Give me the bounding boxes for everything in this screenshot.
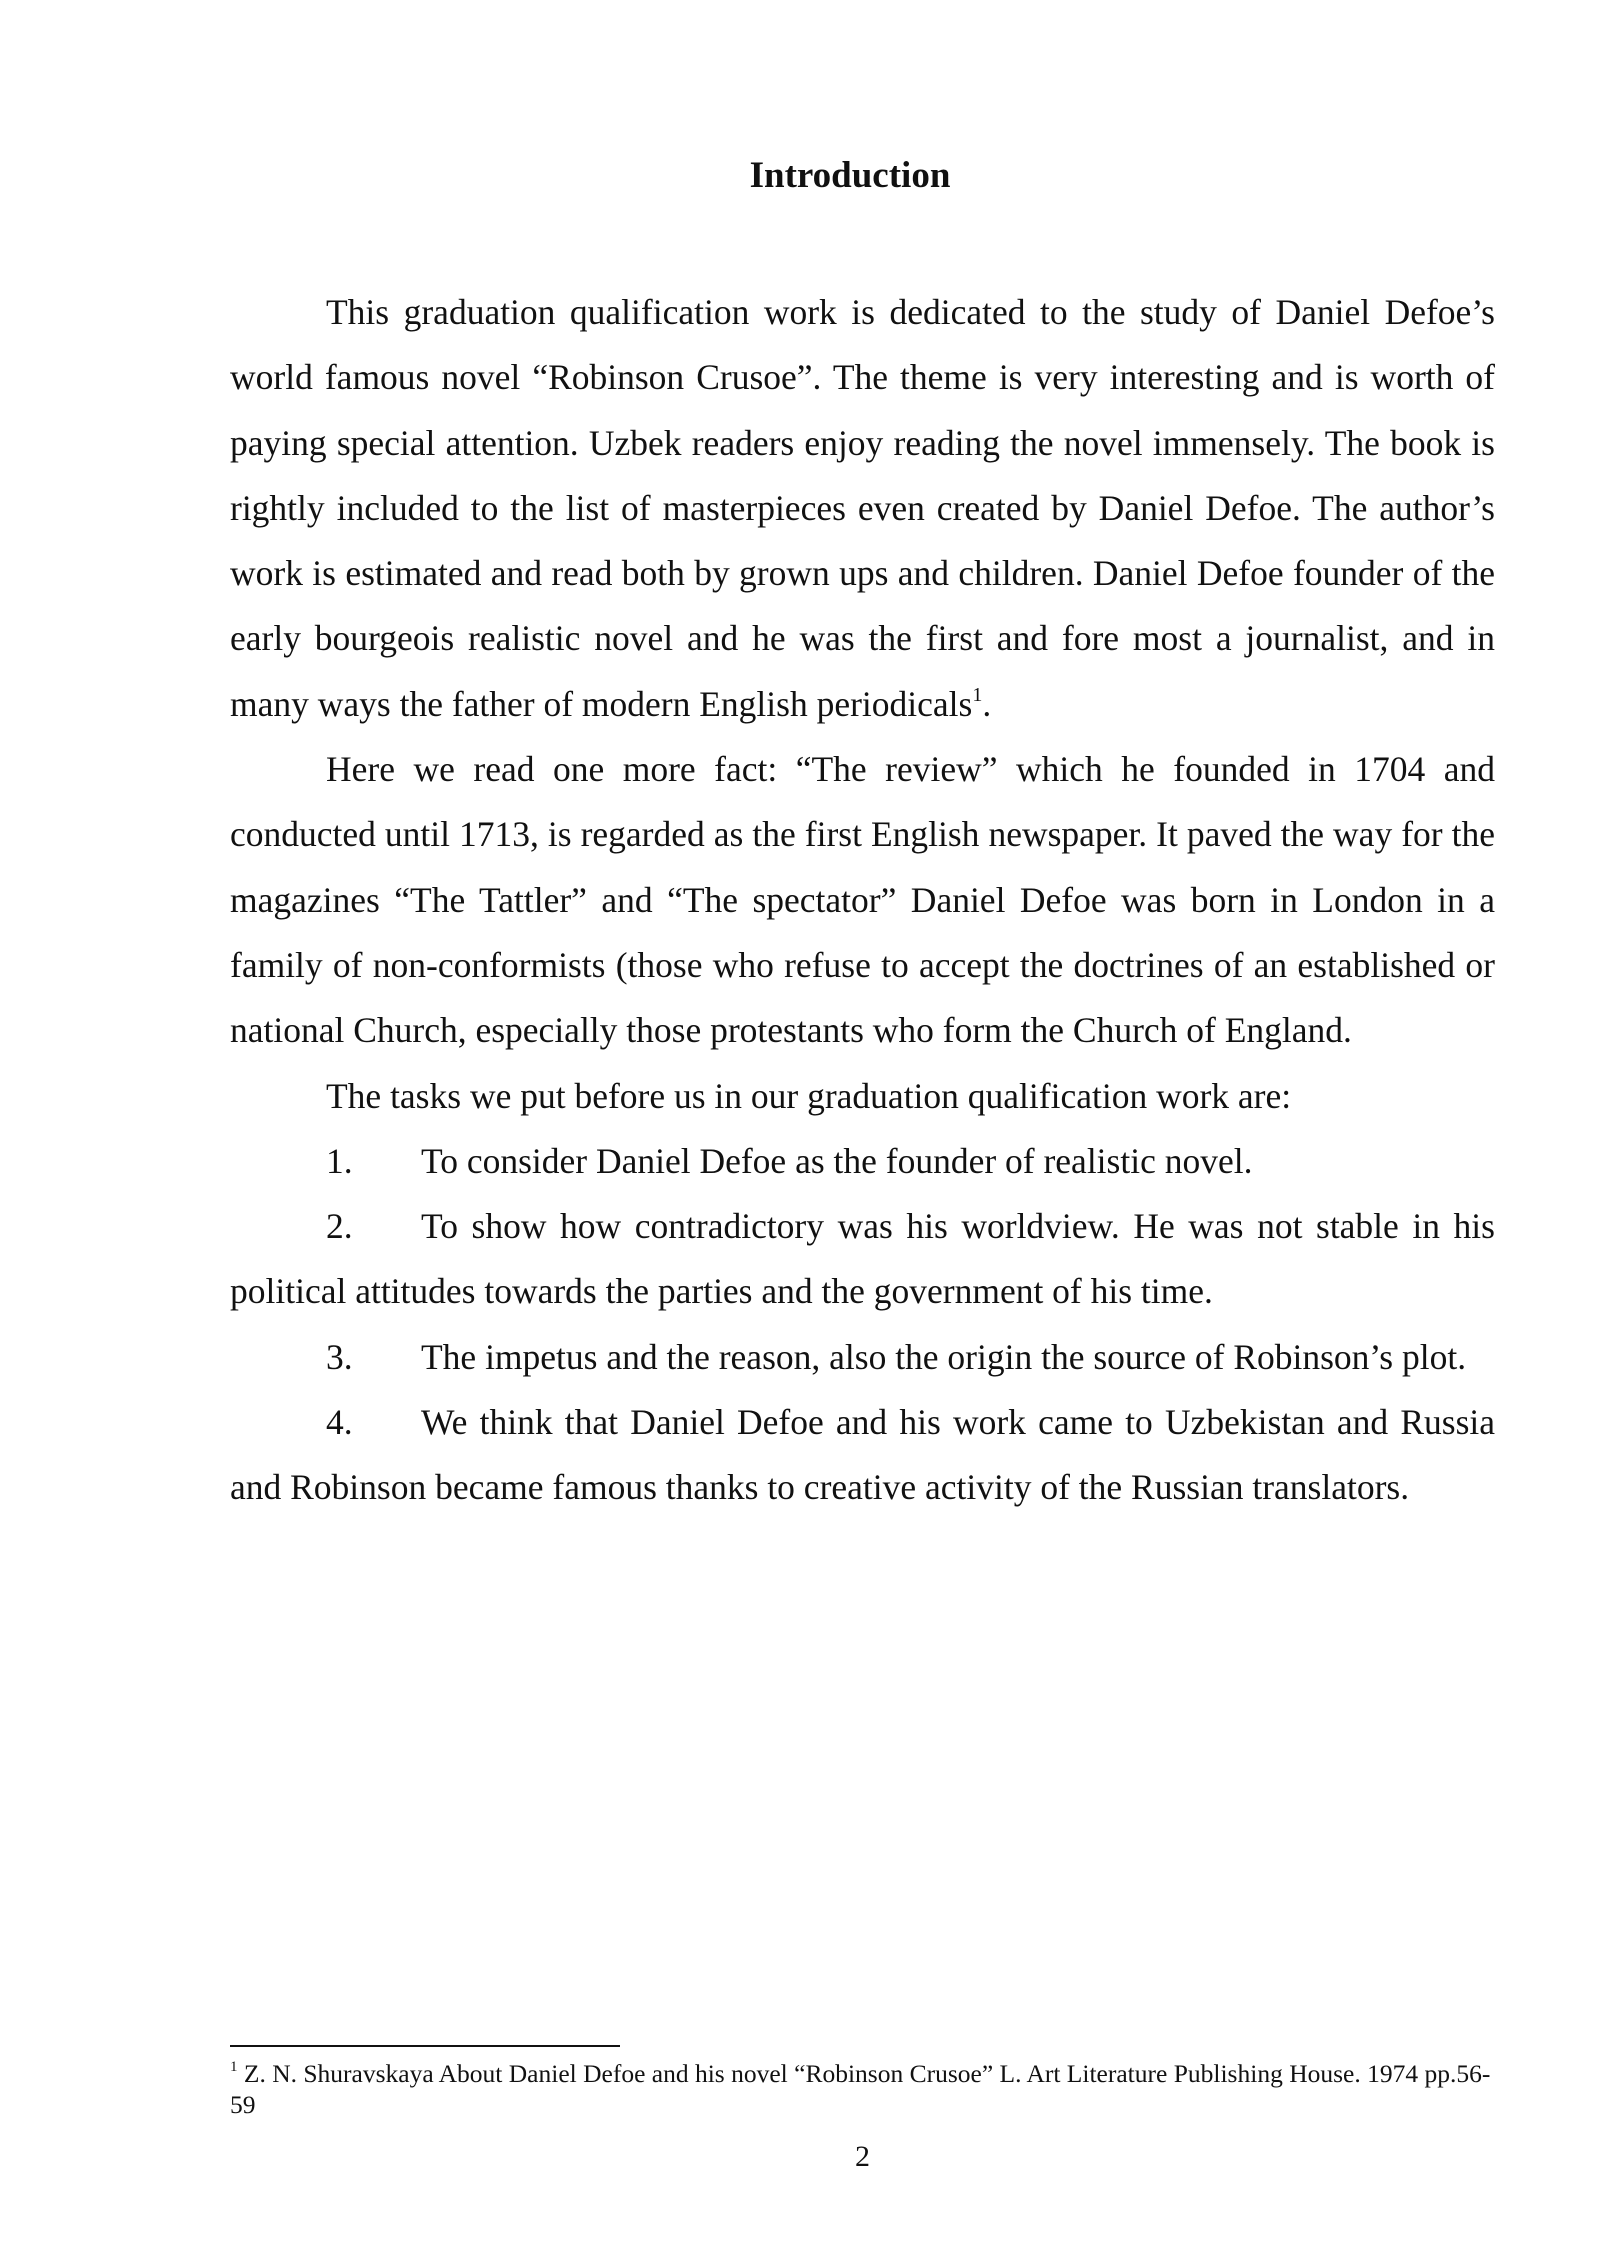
footnote-separator bbox=[230, 2045, 620, 2047]
task-text: To show how contradictory was his worldview. He was not stable in his political attitudes towards the parties and the government of his time. bbox=[230, 1206, 1495, 1312]
page-title: Introduction bbox=[749, 155, 951, 196]
task-item-3 bbox=[230, 1325, 1495, 1390]
paragraph-3: The tasks we put before us in our graduation qualification work are: bbox=[326, 1075, 1292, 1116]
paragraph-1-end: . bbox=[982, 683, 992, 724]
page-number: 2 bbox=[855, 2140, 870, 2173]
task-item-1 bbox=[230, 1129, 1495, 1194]
task-number: 3. bbox=[326, 1336, 353, 1377]
task-item-4 bbox=[230, 1390, 1495, 1521]
footnote-text: Z. N. Shuravskaya About Daniel Defoe and his novel “Robinson Crusoe” L. Art Literature Publishing House. 1974 pp.56-59 bbox=[230, 2059, 1491, 2119]
task-number: 4. bbox=[326, 1402, 353, 1443]
footnote bbox=[230, 2058, 1495, 2120]
task-number: 2. bbox=[326, 1206, 353, 1247]
paragraph-1-text: This graduation qualification work is dedicated to the study of Daniel Defoe’s world famous novel “Robinson Crusoe”. The theme is very interesting and is worth of paying special attention. Uzbek readers enjoy reading the novel immensely. The book is rightly included to the list of masterpieces even created by Daniel Defoe. The author’s work is estimated and read both by grown ups and children. Daniel Defoe founder of the early bourgeois realistic novel and he was the first and fore most a journalist, and in many ways the father of modern English periodicals bbox=[230, 292, 1495, 724]
footnote-reference[interactable]: 1 bbox=[972, 683, 983, 706]
paragraph-2: Here we read one more fact: “The review” which he founded in 1704 and conducted until 1713, is regarded as the first English newspaper. It paved the way for the magazines “The Tattler” and “The spectator” Daniel Defoe was born in London in a family of non-conformists (those who refuse to accept the doctrines of an established or national Church, especially those protestants who form the Church of England. bbox=[230, 749, 1495, 1051]
body-text bbox=[230, 280, 1495, 1521]
paragraph-1 bbox=[230, 280, 1495, 737]
footnote-number: 1 bbox=[230, 2059, 238, 2075]
task-text: We think that Daniel Defoe and his work came to Uzbekistan and Russia and Robinson became famous thanks to creative activity of the Russian translators. bbox=[230, 1402, 1495, 1508]
task-number: 1. bbox=[326, 1140, 353, 1181]
task-text: To consider Daniel Defoe as the founder of realistic novel. bbox=[421, 1140, 1253, 1181]
task-item-2 bbox=[230, 1194, 1495, 1325]
task-text: The impetus and the reason, also the origin the source of Robinson’s plot. bbox=[421, 1336, 1467, 1377]
